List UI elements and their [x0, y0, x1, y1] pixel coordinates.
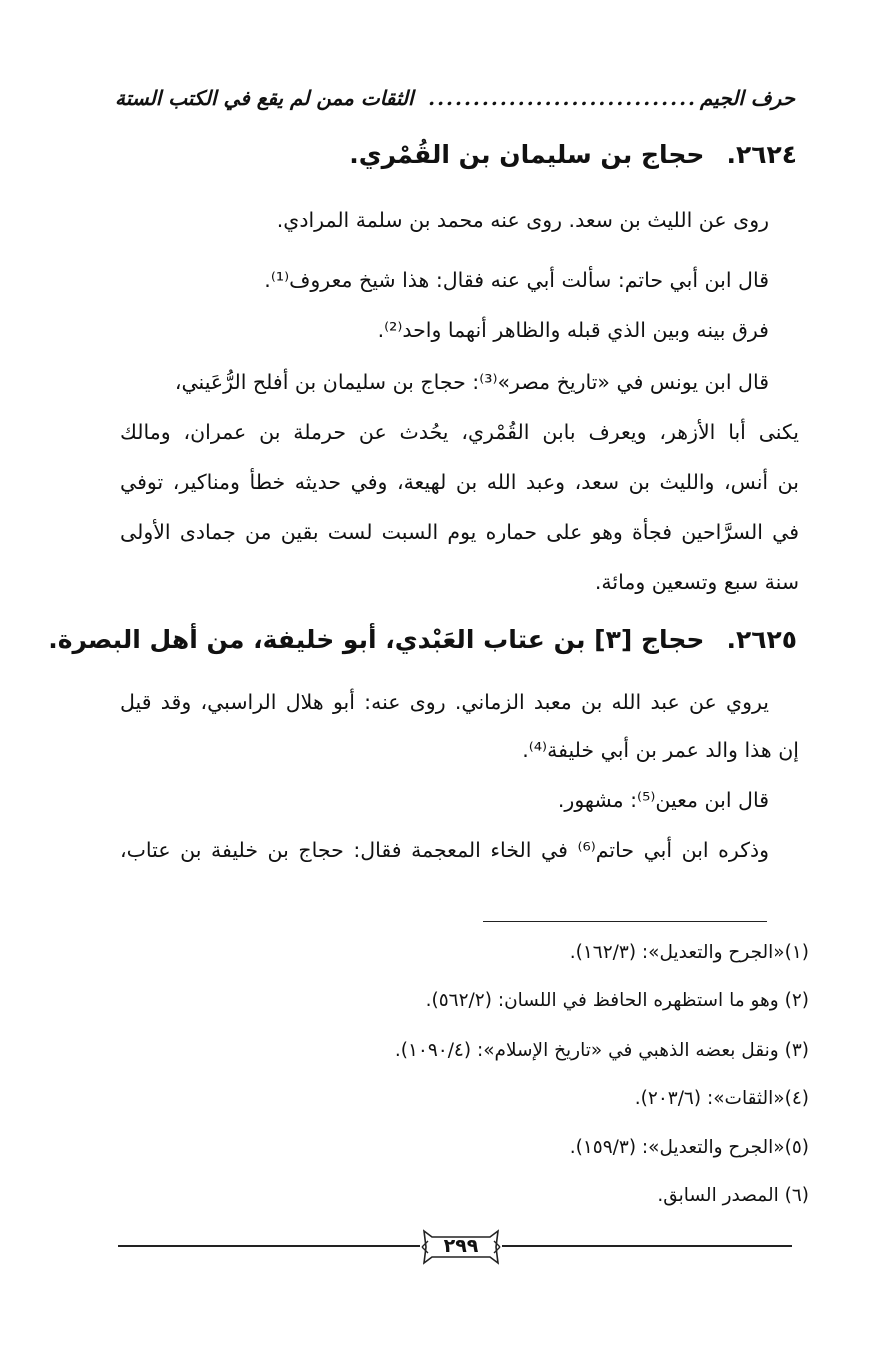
- body-line: إن هذا والد عمر بن أبي خليفة⁽⁴⁾.: [522, 738, 799, 762]
- bottom-rule-left: [118, 1245, 420, 1247]
- body-line: روى عن الليث بن سعد. روى عنه محمد بن سلمة المرادي.: [276, 208, 769, 232]
- footnote: (٦) المصدر السابق.: [657, 1185, 809, 1206]
- page-number-frame: [420, 1227, 502, 1267]
- body-line: فرق بينه وبين الذي قبله والظاهر أنهما واحد⁽²⁾.: [377, 318, 769, 342]
- body-line: قال ابن معين⁽⁵⁾: مشهور.: [557, 788, 769, 812]
- entry-name: حجاج [٣] بن عتاب العَبْدي، أبو خليفة، من أهل البصرة.: [48, 625, 705, 654]
- footnote: (٣) ونقل بعضه الذهبي في «تاريخ الإسلام»: (١٠٩٠/٤).: [394, 1040, 809, 1061]
- header-book-title: الثقات ممن لم يقع في الكتب الستة: [115, 86, 414, 110]
- footnote: (١)«الجرح والتعديل»: (١٦٢/٣).: [569, 942, 809, 963]
- entry-number: ٢٦٢٤.: [726, 140, 797, 169]
- body-line: سنة سبع وتسعين ومائة.: [594, 570, 799, 594]
- running-header: [115, 80, 795, 116]
- body-line: قال ابن أبي حاتم: سألت أبي عنه فقال: هذا شيخ معروف⁽¹⁾.: [264, 268, 769, 292]
- footnote: (٢) وهو ما استظهره الحافظ في اللسان: (٥٦٢/٢).: [425, 990, 809, 1011]
- header-leader-dots: ..............................: [428, 86, 697, 110]
- body-line: قال ابن يونس في «تاريخ مصر»⁽³⁾: حجاج بن سليمان بن أفلح الرُّعَيني،: [174, 370, 769, 394]
- page-number: ٢٩٩: [443, 1235, 479, 1257]
- entry-number: ٢٦٢٥.: [726, 625, 797, 654]
- footnote: (٥)«الجرح والتعديل»: (١٥٩/٣).: [569, 1137, 809, 1158]
- body-line: في السرَّاحين فجأة وهو على حماره يوم السبت لست بقين من جمادى الأولى: [120, 520, 799, 544]
- header-chapter: حرف الجيم: [700, 86, 795, 110]
- body-line: بن أنس، والليث بن سعد، وعبد الله بن لهيعة، وفي حديثه خطأ ومناكير، توفي: [120, 470, 799, 494]
- body-line: يكنى أبا الأزهر، ويعرف بابن القُمْري، يحُدث عن حرملة بن عمران، ومالك: [120, 420, 799, 444]
- entry-heading: [349, 140, 797, 169]
- entry-name: حجاج بن سليمان بن القُمْري.: [349, 140, 705, 169]
- body-line: يروي عن عبد الله بن معبد الزماني. روى عنه: أبو هلال الراسبي، وقد قيل: [120, 690, 769, 714]
- footnote: (٤)«الثقات»: (٢٠٣/٦).: [634, 1088, 809, 1109]
- footnote-separator: [483, 921, 767, 922]
- bottom-rule-right: [502, 1245, 792, 1247]
- entry-heading: [48, 625, 797, 654]
- body-line: وذكره ابن أبي حاتم⁽⁶⁾ في الخاء المعجمة فقال: حجاج بن خليفة بن عتاب،: [120, 838, 770, 862]
